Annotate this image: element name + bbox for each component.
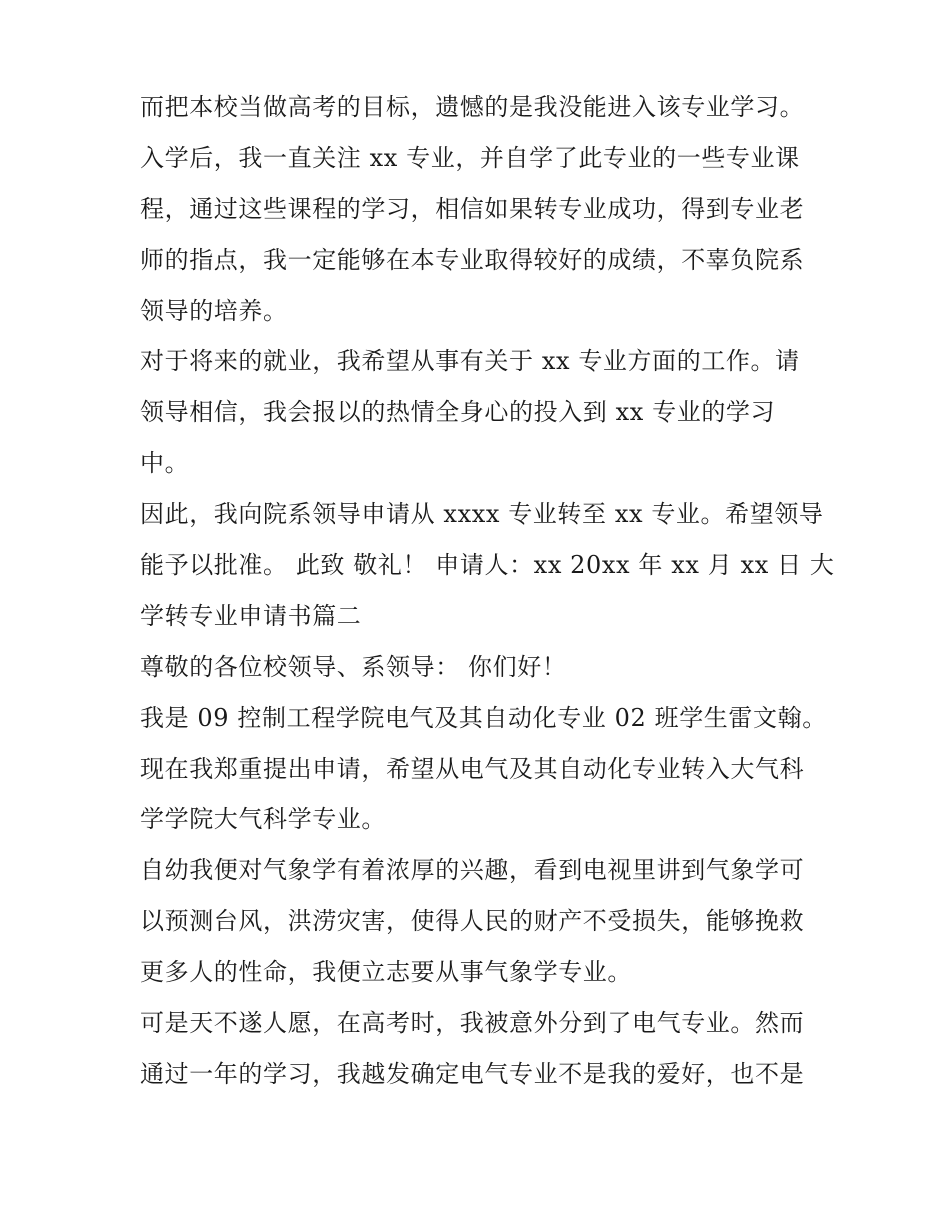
text-line: 对于将来的就业，我希望从事有关于 xx 专业方面的工作。请 xyxy=(140,347,800,376)
text-line: 程，通过这些课程的学习，相信如果转专业成功，得到专业老 xyxy=(140,194,805,223)
text-line: 通过一年的学习，我越发确定电气专业不是我的爱好，也不是 xyxy=(140,1059,805,1088)
text-line: 以预测台风，洪涝灾害，使得人民的财产不受损失，能够挽救 xyxy=(140,907,805,936)
text-line: 入学后，我一直关注 xx 专业，并自学了此专业的一些专业课 xyxy=(140,143,800,172)
document-body xyxy=(140,82,835,1100)
text-line: 能予以批准。 此致 敬礼！ 申请人：xx 20xx 年 xx 月 xx 日 大 xyxy=(140,551,835,580)
text-line: 因此，我向院系领导申请从 xxxx 专业转至 xx 专业。希望领导 xyxy=(140,500,824,529)
text-line: 中。 xyxy=(140,449,190,478)
text-line: 可是天不遂人愿，在高考时，我被意外分到了电气专业。然而 xyxy=(140,1009,805,1038)
section-heading: 学转专业申请书篇二 xyxy=(140,601,362,630)
text-line: 我是 09 控制工程学院电气及其自动化专业 02 班学生雷文翰。 xyxy=(140,703,827,732)
text-line: 学学院大气科学专业。 xyxy=(140,805,386,834)
text-line: 而把本校当做高考的目标，遗憾的是我没能进入该专业学习。 xyxy=(140,93,805,121)
text-line: 现在我郑重提出申请，希望从电气及其自动化专业转入大气科 xyxy=(140,754,805,783)
text-line: 领导相信，我会报以的热情全身心的投入到 xx 专业的学习 xyxy=(140,398,776,427)
text-line: 更多人的性命，我便立志要从事气象学专业。 xyxy=(140,958,632,987)
text-line: 领导的培养。 xyxy=(140,296,288,325)
text-line: 师的指点，我一定能够在本专业取得较好的成绩，不辜负院系 xyxy=(140,245,805,274)
text-line: 自幼我便对气象学有着浓厚的兴趣，看到电视里讲到气象学可 xyxy=(140,856,805,885)
salutation: 尊敬的各位校领导、系领导： 你们好！ xyxy=(140,652,567,681)
